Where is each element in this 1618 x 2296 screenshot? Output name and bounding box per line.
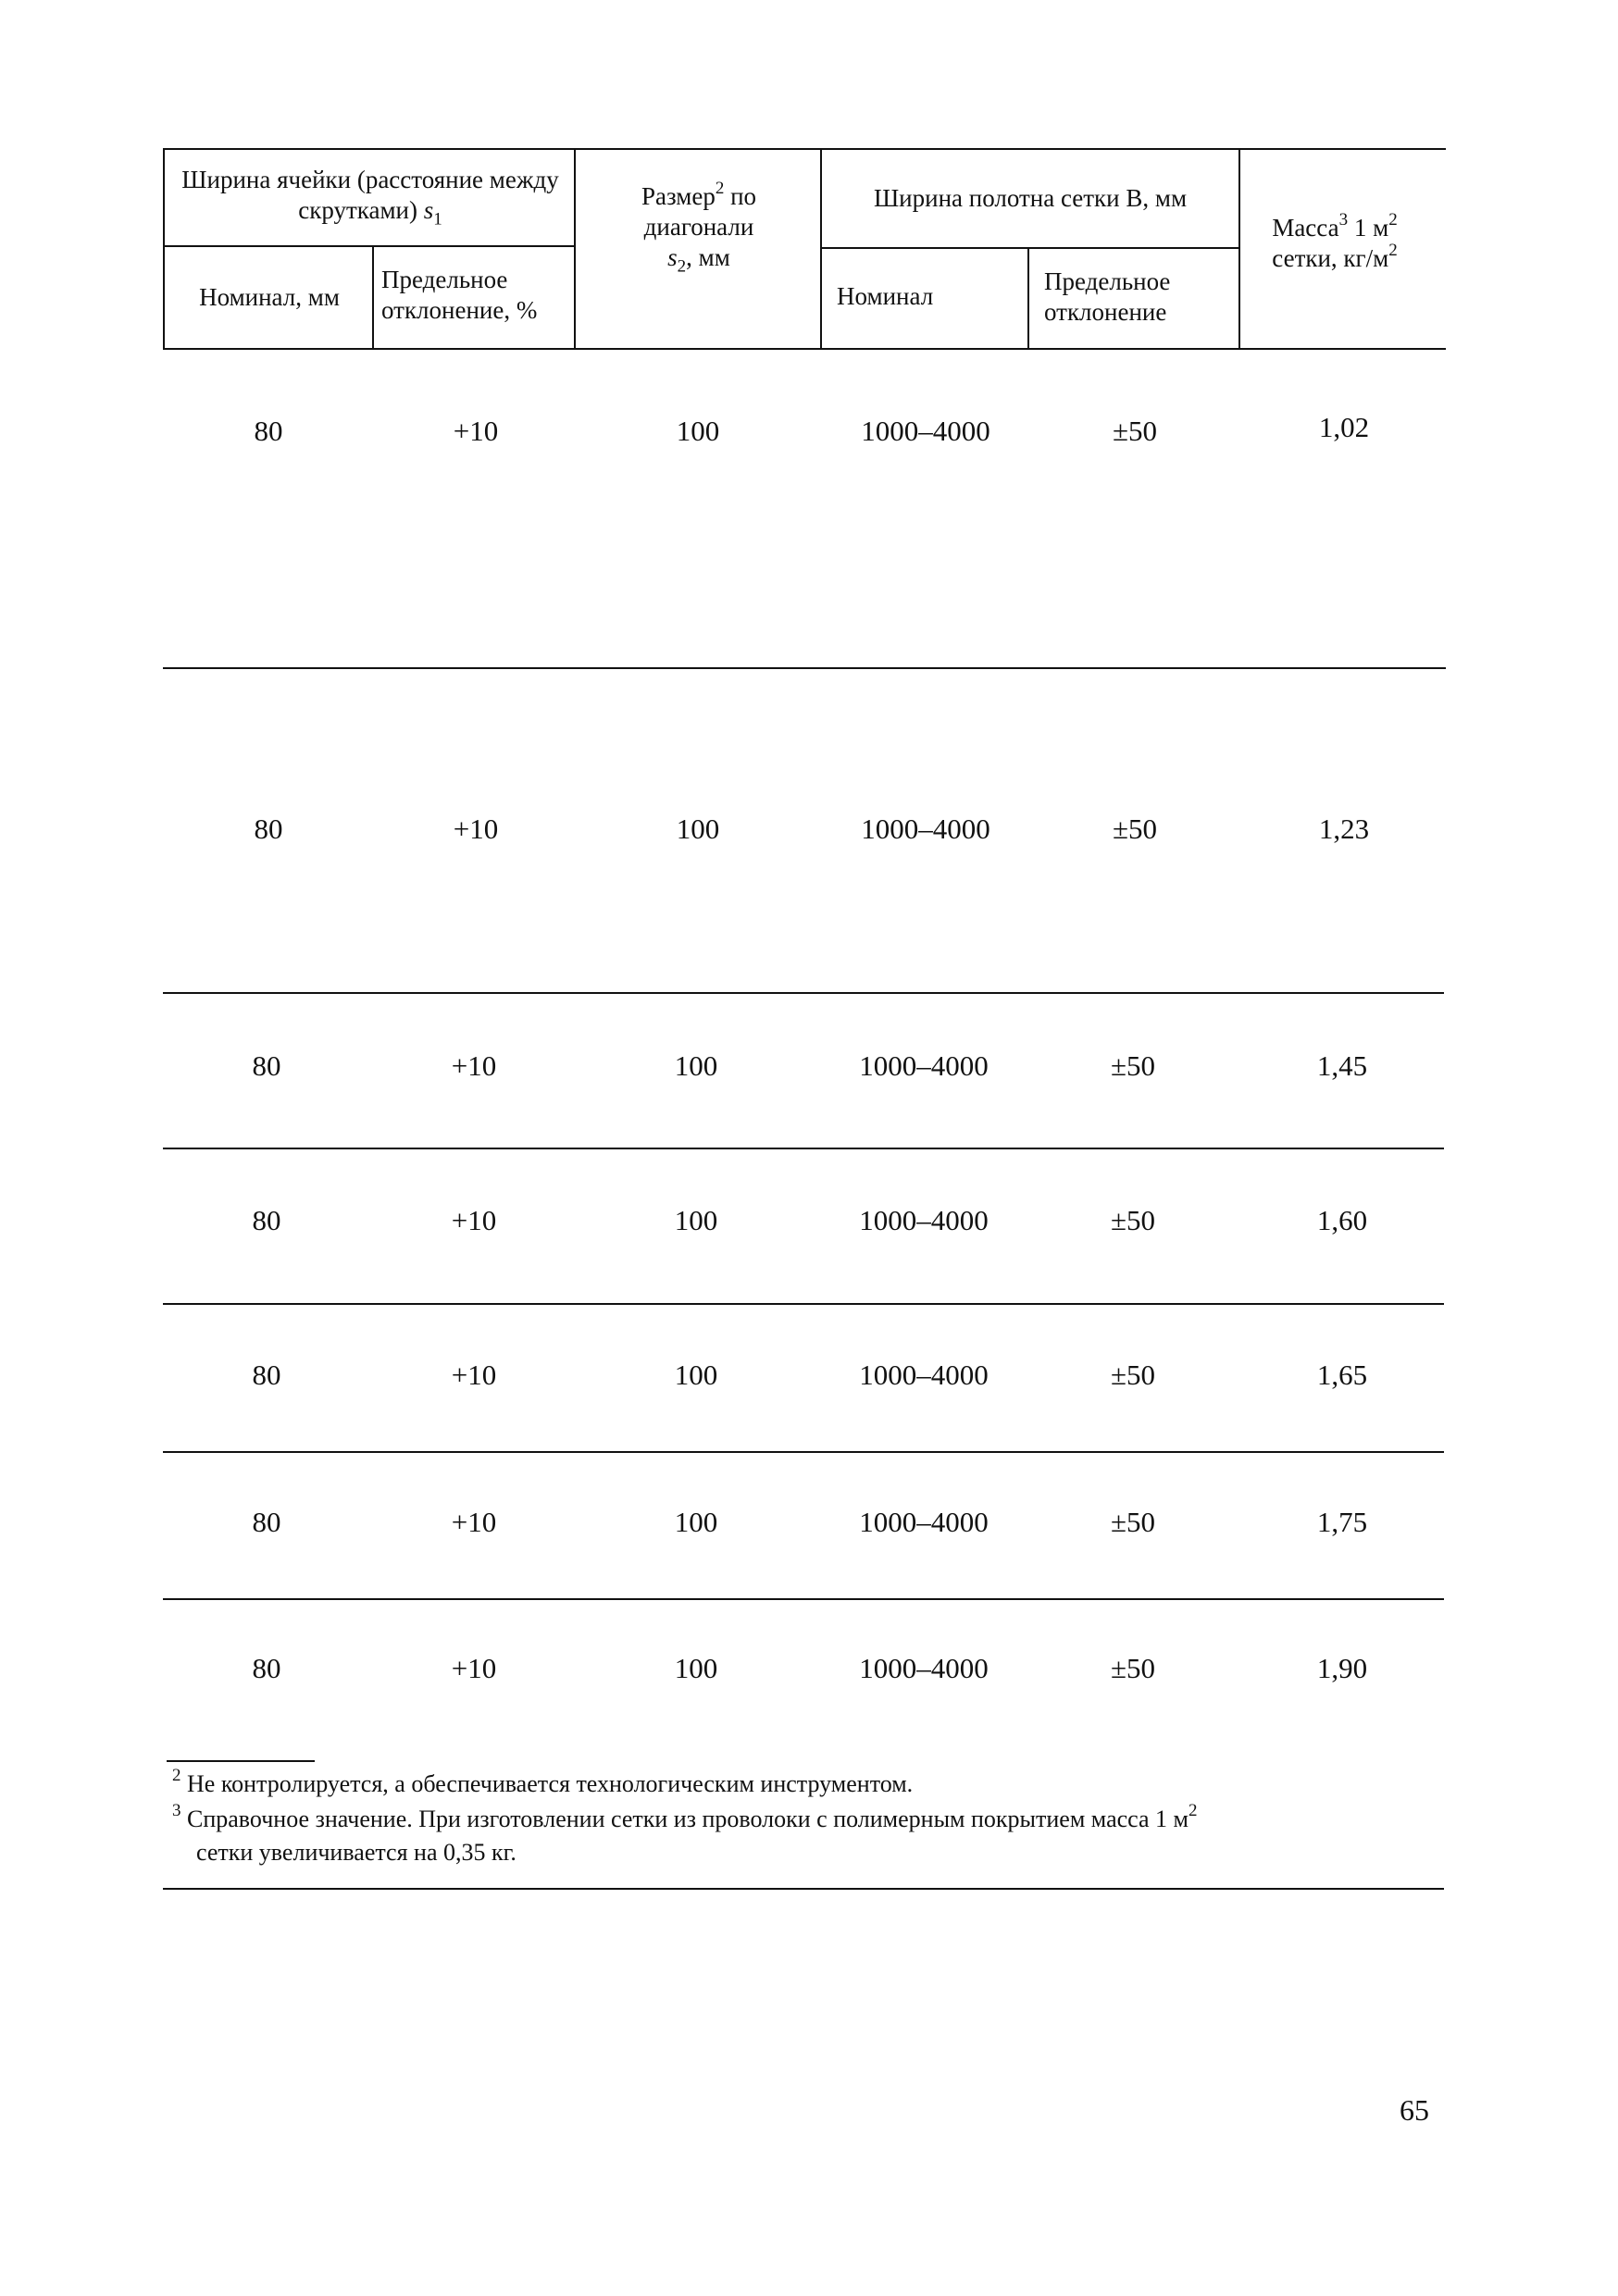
row-separator: [163, 1148, 1444, 1149]
cell-mass: 1,02: [1318, 411, 1370, 443]
header-mesh-width: Ширина полотна сетки B, мм: [873, 184, 1188, 212]
cell-s2: 100: [676, 813, 720, 845]
cell-deviation: +10: [451, 1359, 497, 1391]
cell-width: 1000–4000: [859, 1652, 989, 1684]
cell-s1: 80: [254, 415, 283, 447]
cell-width-deviation: ±50: [1112, 415, 1157, 447]
page-number: 65: [1400, 2093, 1429, 2127]
cell-mass: 1,75: [1316, 1506, 1368, 1538]
header-hline-middle: [820, 247, 1240, 249]
cell-s2: 100: [676, 415, 720, 447]
cell-width-deviation: ±50: [1110, 1652, 1155, 1684]
cell-width-deviation: ±50: [1110, 1204, 1155, 1236]
cell-mass: 1,45: [1316, 1049, 1368, 1082]
footnote-2: $^2$ Не контролируется, а обеспечивается технологическим инструментом.: [172, 1766, 914, 1797]
header-cell-width: Ширина ячейки (расстояние между скрутками) $s_1$: [181, 166, 559, 230]
row-separator: [163, 1598, 1444, 1600]
cell-width: 1000–4000: [859, 1359, 989, 1391]
cell-mass: 1,23: [1318, 813, 1370, 845]
header-deviation-pct: Предельное отклонение, %: [381, 266, 538, 324]
cell-s2: 100: [674, 1049, 718, 1082]
footnote-bottom-rule: [163, 1888, 1444, 1890]
row-separator: [163, 992, 1444, 994]
header-nominal-mm: Номинал, мм: [199, 283, 340, 311]
cell-width: 1000–4000: [859, 1049, 989, 1082]
row-separator: [163, 1303, 1444, 1305]
cell-mass: 1,90: [1316, 1652, 1368, 1684]
header-bottom-border: [163, 348, 1446, 350]
cell-mass: 1,60: [1316, 1204, 1368, 1236]
header-width-nominal: Номинал: [837, 282, 934, 310]
cell-width-deviation: ±50: [1110, 1359, 1155, 1391]
cell-s1: 80: [252, 1506, 281, 1538]
header-hline-left: [163, 245, 576, 247]
cell-mass: 1,65: [1316, 1359, 1368, 1391]
cell-s2: 100: [674, 1204, 718, 1236]
footnote-rule: [167, 1760, 315, 1762]
cell-deviation: +10: [451, 1652, 497, 1684]
header-width-deviation: Предельное отклонение: [1044, 267, 1171, 326]
cell-width: 1000–4000: [861, 813, 990, 845]
cell-width: 1000–4000: [859, 1506, 989, 1538]
header-divider-5: [1238, 148, 1240, 350]
cell-width-deviation: ±50: [1110, 1049, 1155, 1082]
cell-deviation: +10: [451, 1506, 497, 1538]
cell-s2: 100: [674, 1359, 718, 1391]
cell-s2: 100: [674, 1506, 718, 1538]
cell-deviation: +10: [453, 415, 499, 447]
cell-width-deviation: ±50: [1112, 813, 1157, 845]
header-divider-1: [372, 246, 374, 350]
header-left-border: [163, 148, 165, 350]
cell-width-deviation: ±50: [1110, 1506, 1155, 1538]
header-divider-4: [1027, 248, 1029, 350]
cell-s1: 80: [252, 1652, 281, 1684]
table-top-border: [163, 148, 1446, 150]
row-separator: [163, 1451, 1444, 1453]
cell-s1: 80: [252, 1359, 281, 1391]
cell-deviation: +10: [453, 813, 499, 845]
header-mass: Масса$^3$ 1 $м^2$ сетки, $кг/м^2$: [1272, 210, 1398, 272]
cell-deviation: +10: [451, 1049, 497, 1082]
row-separator: [163, 667, 1446, 669]
header-divider-2: [574, 148, 576, 350]
cell-deviation: +10: [451, 1204, 497, 1236]
cell-s1: 80: [254, 813, 283, 845]
cell-s1: 80: [252, 1049, 281, 1082]
cell-s1: 80: [252, 1204, 281, 1236]
cell-width: 1000–4000: [861, 415, 990, 447]
cell-width: 1000–4000: [859, 1204, 989, 1236]
footnote-3: $^3$ Справочное значение. При изготовлении сетки из проволоки с полимерным покрытием масса 1 $м^2$ сетки увеличивается на 0,35 кг.: [172, 1801, 1198, 1866]
header-divider-3: [820, 148, 822, 350]
cell-s2: 100: [674, 1652, 718, 1684]
header-diagonal-size: Размер$^2$ по диагонали $s_2$, мм: [641, 179, 757, 277]
